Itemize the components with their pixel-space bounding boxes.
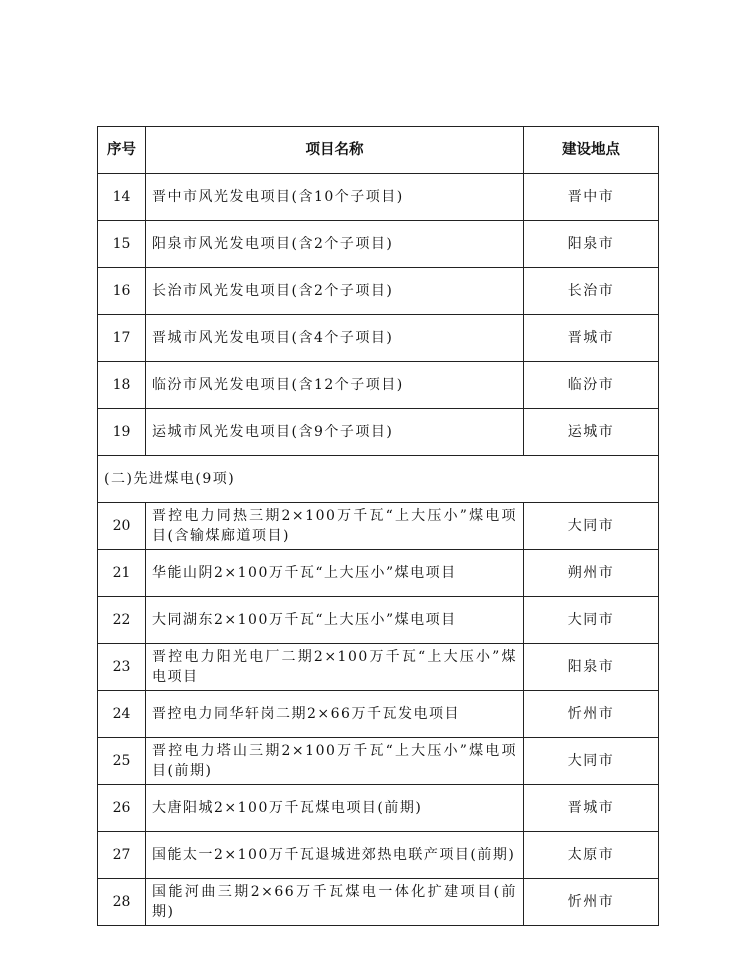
row-location: 朔州市 [524,550,659,597]
row-no: 15 [98,221,146,268]
row-no: 28 [98,879,146,926]
row-location: 阳泉市 [524,644,659,691]
row-location: 晋中市 [524,174,659,221]
row-no: 16 [98,268,146,315]
row-no: 25 [98,738,146,785]
row-location: 晋城市 [524,785,659,832]
row-no: 20 [98,503,146,550]
row-location: 大同市 [524,738,659,785]
table-row [98,691,659,738]
header-name: 项目名称 [146,127,524,174]
row-name: 运城市风光发电项目(含9个子项目) [146,409,524,456]
row-name: 晋城市风光发电项目(含4个子项目) [146,315,524,362]
row-name: 大唐阳城2×100万千瓦煤电项目(前期) [146,785,524,832]
row-name: 国能太一2×100万千瓦退城进郊热电联产项目(前期) [146,832,524,879]
row-name: 阳泉市风光发电项目(含2个子项目) [146,221,524,268]
row-name: 晋中市风光发电项目(含10个子项目) [146,174,524,221]
header-location: 建设地点 [524,127,659,174]
row-no: 23 [98,644,146,691]
row-name: 晋控电力同热三期2×100万千瓦“上大压小”煤电项目(含输煤廊道项目) [146,503,524,550]
table-header-row [98,127,659,174]
row-no: 14 [98,174,146,221]
row-location: 忻州市 [524,691,659,738]
table-row [98,362,659,409]
row-name: 长治市风光发电项目(含2个子项目) [146,268,524,315]
row-no: 18 [98,362,146,409]
table-row [98,644,659,691]
row-name: 晋控电力阳光电厂二期2×100万千瓦“上大压小”煤电项目 [146,644,524,691]
row-no: 24 [98,691,146,738]
header-no: 序号 [98,127,146,174]
row-location: 太原市 [524,832,659,879]
row-name: 华能山阴2×100万千瓦“上大压小”煤电项目 [146,550,524,597]
row-location: 大同市 [524,597,659,644]
row-location: 大同市 [524,503,659,550]
row-no: 27 [98,832,146,879]
row-name: 临汾市风光发电项目(含12个子项目) [146,362,524,409]
project-table [97,126,659,926]
table-row [98,315,659,362]
row-location: 运城市 [524,409,659,456]
table-row [98,785,659,832]
table-row [98,550,659,597]
section-row [98,456,659,503]
row-location: 阳泉市 [524,221,659,268]
table-row [98,738,659,785]
section-title: (二)先进煤电(9项) [98,456,659,503]
table-row [98,832,659,879]
row-name: 国能河曲三期2×66万千瓦煤电一体化扩建项目(前期) [146,879,524,926]
row-no: 17 [98,315,146,362]
row-no: 21 [98,550,146,597]
row-location: 长治市 [524,268,659,315]
table-row [98,221,659,268]
row-no: 19 [98,409,146,456]
row-location: 忻州市 [524,879,659,926]
row-name: 晋控电力同华轩岗二期2×66万千瓦发电项目 [146,691,524,738]
table-row [98,268,659,315]
row-name: 晋控电力塔山三期2×100万千瓦“上大压小”煤电项目(前期) [146,738,524,785]
row-name: 大同湖东2×100万千瓦“上大压小”煤电项目 [146,597,524,644]
row-no: 22 [98,597,146,644]
table-row [98,503,659,550]
table-row [98,597,659,644]
row-location: 晋城市 [524,315,659,362]
row-location: 临汾市 [524,362,659,409]
table-row [98,409,659,456]
table-row [98,174,659,221]
table-row [98,879,659,926]
row-no: 26 [98,785,146,832]
